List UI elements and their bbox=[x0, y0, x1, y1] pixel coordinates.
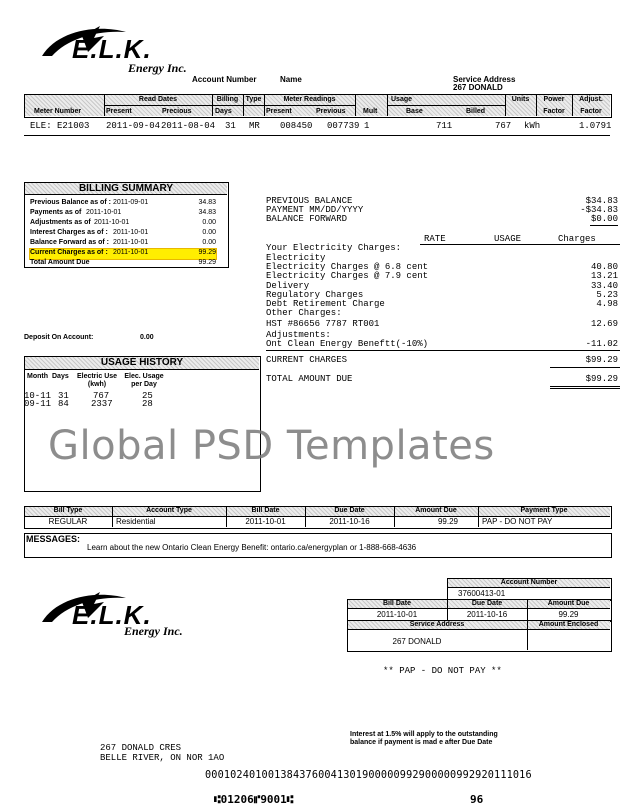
usage-row-days: 84 bbox=[58, 399, 69, 409]
interest-note-line-1: Interest at 1.5% will apply to the outstanding bbox=[350, 731, 498, 738]
charges-col-header: Charges bbox=[558, 234, 596, 244]
bill-type-value: REGULAR bbox=[48, 517, 88, 526]
stub-account-number: 37600413-01 bbox=[458, 589, 506, 598]
stub-account-number-label: Account Number bbox=[448, 579, 610, 588]
multiplier: 1 bbox=[364, 121, 370, 131]
previous-balance-label: PREVIOUS BALANCE bbox=[266, 196, 353, 206]
usage-col-header: USAGE bbox=[494, 234, 522, 244]
watermark-text: Global PSD Templates bbox=[48, 423, 495, 469]
col-units: Units bbox=[511, 96, 530, 103]
current-charges-amount: $99.29 bbox=[585, 355, 618, 365]
usage-col-days: Days bbox=[52, 373, 69, 380]
bill-type-header: Bill Type bbox=[53, 507, 83, 514]
logo-brand-text: E.L.K. bbox=[72, 34, 152, 64]
account-type-header: Account Type bbox=[146, 507, 192, 514]
company-logo bbox=[38, 22, 208, 77]
col-base: Base bbox=[406, 108, 423, 115]
messages-text: Learn about the new Ontario Clean Energy Benefit: ontario.ca/energyplan or 1-888-668-4636 bbox=[87, 543, 417, 552]
due-date-header: Due Date bbox=[334, 507, 365, 514]
stub-due-date: 2011-10-16 bbox=[466, 610, 508, 619]
charge-line: Delivery 33.40 bbox=[266, 280, 618, 291]
scanline: 0001024010013843760041301900000992900000992920111016 bbox=[205, 770, 532, 781]
usage-row-per-day: 28 bbox=[142, 399, 153, 409]
col-usage: Usage bbox=[391, 96, 413, 103]
charge-line: Electricity bbox=[266, 253, 326, 263]
meter-number: ELE: E21003 bbox=[30, 121, 90, 131]
bill-date-header: Bill Date bbox=[251, 507, 280, 514]
billing-summary-row: Previous Balance as of : 2011-09-01 34.83 bbox=[30, 199, 216, 206]
logo-sub-text: Energy Inc. bbox=[124, 624, 183, 638]
usage-history-title: USAGE HISTORY bbox=[25, 357, 259, 370]
read-type: MR bbox=[249, 121, 260, 131]
usage-row-days: 31 bbox=[58, 391, 69, 401]
reading-previous: 007739 bbox=[327, 121, 360, 131]
hst-line: HST #86656 7787 RT001 12.69 bbox=[266, 319, 618, 330]
billing-summary-row: Adjustments as of 2011-10-01 0.00 bbox=[30, 219, 216, 226]
previous-balance-amount: $34.83 bbox=[585, 196, 618, 206]
usage-row-per-day: 25 bbox=[142, 391, 153, 401]
logo-sub-text: Energy Inc. bbox=[128, 61, 187, 75]
amount-due-value: 99.29 bbox=[437, 517, 458, 526]
charge-line: Debt Retirement Charge 4.98 bbox=[266, 298, 618, 309]
benefit-line: Ont Clean Energy Beneftt(-10%) -11.02 bbox=[266, 338, 618, 349]
balance-forward-label: BALANCE FORWARD bbox=[266, 214, 348, 224]
rate-col-header: RATE bbox=[424, 234, 446, 244]
read-precious: 2011-08-04 bbox=[161, 121, 216, 131]
charge-line: Electricity Charges @ 7.9 cent 13.21 bbox=[266, 271, 618, 282]
adjust-factor: 1.0791 bbox=[579, 121, 612, 131]
amount-due-header: Amount Due bbox=[415, 507, 457, 514]
payment-label: PAYMENT MM/DD/YYYY bbox=[266, 205, 364, 215]
stub-due-date-label: Due Date bbox=[471, 600, 503, 607]
account-number-label: Account Number bbox=[192, 75, 257, 84]
billing-summary-row: Payments as of 2011-10-01 34.83 bbox=[30, 209, 216, 216]
stub-amount-due: 99.29 bbox=[558, 610, 579, 619]
logo-brand-text: E.L.K. bbox=[72, 600, 152, 630]
col-billing: Billing bbox=[216, 96, 239, 103]
col-present: Present bbox=[106, 108, 132, 115]
total-due-label: TOTAL AMOUNT DUE bbox=[266, 374, 353, 384]
service-address-value: 267 DONALD bbox=[453, 83, 503, 92]
stub-amount-enclosed-label: Amount Enclosed bbox=[538, 621, 599, 628]
col-readings-present: Present bbox=[266, 108, 292, 115]
pap-note: ** PAP - DO NOT PAY ** bbox=[383, 666, 502, 676]
other-charges-label: Other Charges: bbox=[266, 308, 342, 319]
charge-line: Electricity Charges @ 6.8 cent 40.80 bbox=[266, 262, 618, 273]
interest-note-line-2: balance if payment is mad e after Due Date bbox=[350, 739, 493, 746]
stub-company-logo bbox=[38, 588, 208, 643]
stub-amount-due-label: Amount Due bbox=[547, 600, 590, 607]
billing-summary-row: Interest Charges as of : 2011-10-01 0.00 bbox=[30, 229, 216, 236]
usage-row-use: 767 bbox=[93, 391, 110, 401]
mailing-address-line-1: 267 DONALD CRES bbox=[100, 743, 182, 753]
col-adjust: Adjust. bbox=[579, 96, 603, 103]
total-due-amount: $99.29 bbox=[585, 374, 618, 384]
usage-row-month: 09-11 bbox=[24, 399, 52, 409]
usage-row-use: 2337 bbox=[91, 399, 113, 409]
col-adjust-factor: Factor bbox=[580, 108, 602, 115]
billing-summary-title: BILLING SUMMARY bbox=[25, 183, 227, 195]
current-charges-label: CURRENT CHARGES bbox=[266, 355, 348, 365]
col-type: Type bbox=[245, 96, 262, 103]
bill-date-value: 2011-10-01 bbox=[245, 517, 286, 526]
col-read-dates: Read Dates bbox=[138, 96, 178, 103]
micr-line-right: 96 bbox=[470, 793, 484, 806]
account-type-value: Residential bbox=[116, 517, 156, 526]
service-address-label: Service Address bbox=[453, 75, 516, 84]
stub-bill-date-label: Bill Date bbox=[382, 600, 411, 607]
col-billed: Billed bbox=[466, 108, 486, 115]
current-charges-highlight: Current Charges as of : 2011-10-01 99.29 bbox=[30, 249, 216, 259]
col-mult: Mult bbox=[363, 108, 378, 115]
usage-base: 711 bbox=[436, 121, 453, 131]
deposit-label: Deposit On Account: bbox=[24, 334, 94, 341]
col-power: Power bbox=[543, 96, 565, 103]
total-amount-due-row: Total Amount Due 99.29 bbox=[30, 259, 216, 266]
col-previous: Previous bbox=[316, 108, 346, 115]
balance-forward-amount: $0.00 bbox=[590, 214, 618, 224]
mailing-address-line-2: BELLE RIVER, ON NOR 1AO bbox=[100, 753, 225, 763]
stub-bill-date: 2011-10-01 bbox=[376, 610, 418, 619]
usage-col-per-day: per Day bbox=[131, 381, 157, 388]
read-present: 2011-09-04 bbox=[106, 121, 161, 131]
deposit-amount: 0.00 bbox=[140, 334, 154, 341]
stub-amount-enclosed-field[interactable] bbox=[528, 630, 610, 650]
name-label: Name bbox=[280, 75, 302, 84]
payment-type-header: Payment Type bbox=[520, 507, 568, 514]
payment-amount: -$34.83 bbox=[580, 205, 618, 215]
usage-col-electric-use: Electric Use bbox=[76, 373, 118, 380]
stub-service-address-label: Service Address bbox=[409, 621, 465, 628]
usage-billed: 767 bbox=[495, 121, 512, 131]
payment-type-value: PAP - DO NOT PAY bbox=[482, 517, 553, 526]
your-charges-label: Your Electricity Charges: bbox=[266, 243, 402, 253]
usage-row-month: 10-11 bbox=[24, 391, 52, 401]
usage-col-month: Month bbox=[27, 373, 48, 380]
charge-line: Regulatory Charges 5.23 bbox=[266, 289, 618, 300]
micr-line-left: ⑆01206⑈9001⑆ bbox=[214, 793, 294, 806]
usage-col-elec-usage: Elec. Usage bbox=[124, 373, 164, 380]
billing-days: 31 bbox=[225, 121, 236, 131]
col-power-factor: Factor bbox=[543, 108, 565, 115]
stub-service-address: 267 DONALD bbox=[392, 637, 442, 646]
col-meter-number: Meter Number bbox=[34, 108, 82, 115]
messages-label: MESSAGES: bbox=[26, 534, 81, 544]
usage-col-electric-use-unit: (kwh) bbox=[87, 381, 107, 388]
billing-summary-row: Balance Forward as of : 2011-10-01 0.00 bbox=[30, 239, 216, 246]
due-date-value: 2011-10-16 bbox=[329, 517, 370, 526]
col-precious: Precious bbox=[162, 108, 192, 115]
reading-present: 008450 bbox=[280, 121, 313, 131]
col-days: Days bbox=[215, 108, 232, 115]
adjustments-label: Adjustments: bbox=[266, 329, 331, 340]
col-meter-readings: Meter Readings bbox=[283, 96, 336, 103]
usage-units: kWh bbox=[524, 121, 541, 131]
